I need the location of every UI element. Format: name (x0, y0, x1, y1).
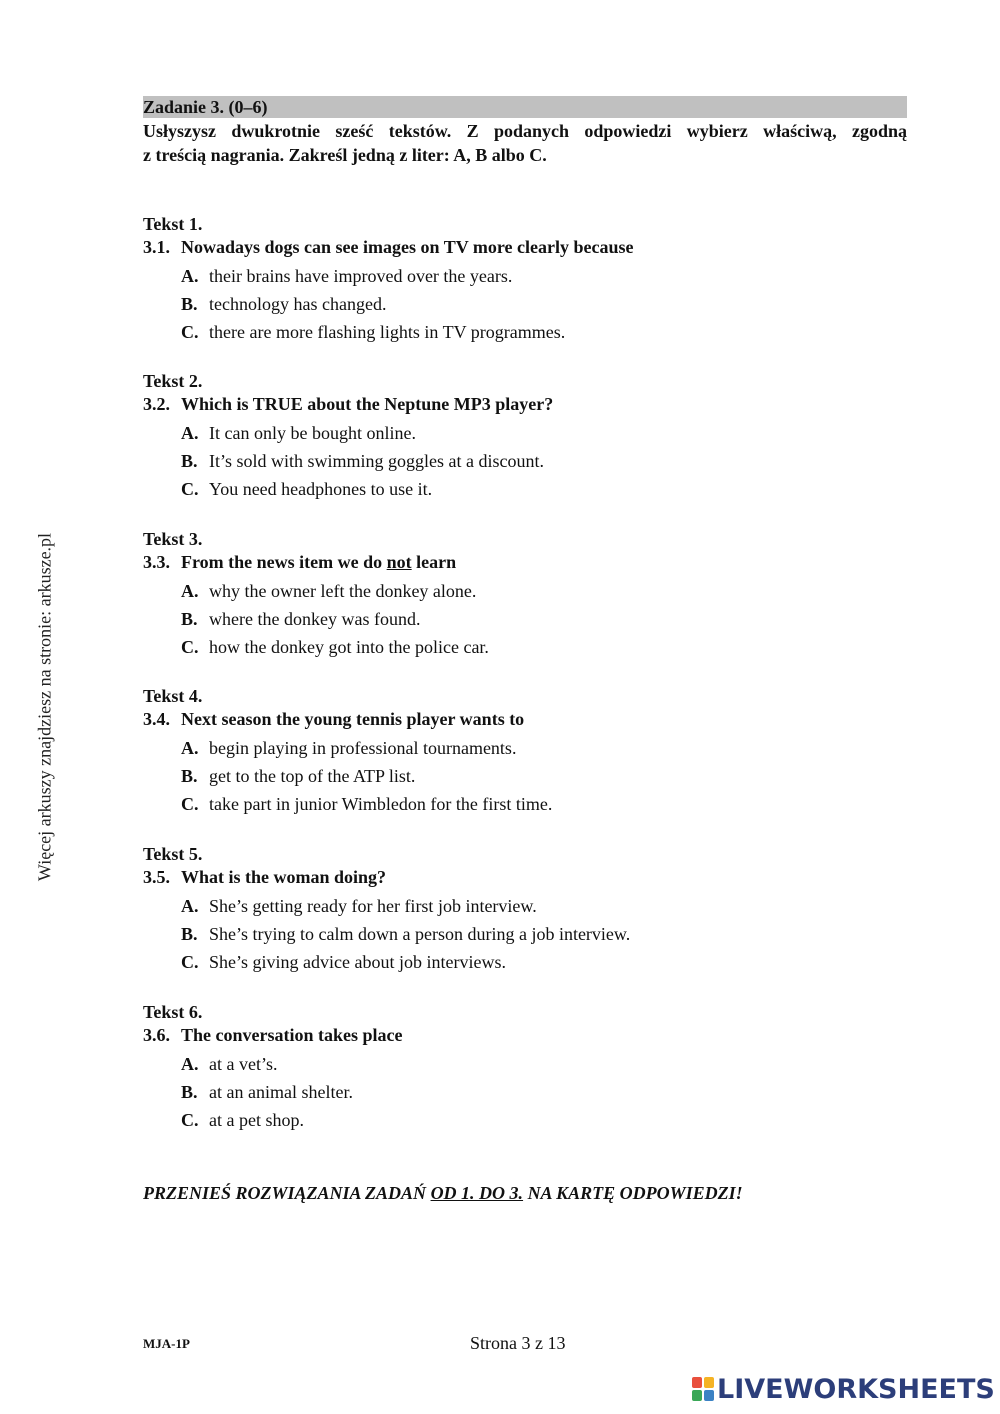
option-c[interactable] (181, 318, 907, 346)
text-section-3 (143, 527, 907, 661)
text-section-4 (143, 684, 907, 818)
answer-options (181, 734, 907, 818)
option-text: their brains have improved over the years. (209, 266, 513, 286)
side-watermark-text: Więcej arkuszy znajdziesz na stronie: arkusze.pl (34, 532, 55, 882)
option-letter: B. (181, 1082, 198, 1102)
question-number: 3.3. (143, 552, 170, 572)
question-text: Which is TRUE about the Neptune MP3 player? (181, 394, 554, 414)
question-3-2 (143, 393, 907, 415)
question-text: Next season the young tennis player wants to (181, 709, 525, 729)
option-b[interactable] (181, 447, 907, 475)
question-text-end: learn (411, 552, 457, 572)
option-text: She’s getting ready for her first job interview. (209, 896, 537, 916)
text-label: Tekst 3. (143, 529, 203, 549)
option-a[interactable] (181, 262, 907, 290)
question-number: 3.2. (143, 394, 170, 414)
option-text: get to the top of the ATP list. (209, 766, 416, 786)
logo-text: LIVEWORKSHEETS (717, 1373, 995, 1405)
option-c[interactable] (181, 948, 907, 976)
exam-code: MJA-1P (143, 1336, 190, 1351)
option-text: It can only be bought online. (209, 423, 416, 443)
text-section-6 (143, 1000, 907, 1134)
transfer-text-end: NA KARTĘ ODPOWIEDZI! (523, 1183, 743, 1203)
option-letter: A. (181, 1054, 199, 1074)
option-b[interactable] (181, 605, 907, 633)
option-text: how the donkey got into the police car. (209, 637, 489, 657)
option-b[interactable] (181, 920, 907, 948)
option-letter: B. (181, 924, 198, 944)
answer-options (181, 892, 907, 976)
option-text: begin playing in professional tournaments. (209, 738, 517, 758)
text-label: Tekst 2. (143, 371, 203, 391)
question-text: What is the woman doing? (181, 867, 387, 887)
question-text: Nowadays dogs can see images on TV more clearly because (181, 237, 634, 257)
page-number: Strona 3 z 13 (470, 1333, 566, 1353)
option-text: take part in junior Wimbledon for the first time. (209, 794, 553, 814)
answer-options (181, 577, 907, 661)
option-text: She’s giving advice about job interviews. (209, 952, 506, 972)
liveworksheets-logo[interactable] (692, 1373, 995, 1405)
option-text: why the owner left the donkey alone. (209, 581, 477, 601)
question-text: The conversation takes place (181, 1025, 403, 1045)
text-section-5 (143, 842, 907, 976)
question-number: 3.6. (143, 1025, 170, 1045)
option-letter: B. (181, 294, 198, 314)
option-text: where the donkey was found. (209, 609, 421, 629)
option-letter: C. (181, 322, 199, 342)
text-label: Tekst 4. (143, 686, 203, 706)
instructions-line-2: z treścią nagrania. Zakreśl jedną z liter: A, B albo C. (143, 145, 547, 165)
option-a[interactable] (181, 734, 907, 762)
option-letter: B. (181, 451, 198, 471)
option-a[interactable] (181, 892, 907, 920)
option-text: technology has changed. (209, 294, 387, 314)
option-c[interactable] (181, 790, 907, 818)
instructions-line-1: Usłyszysz dwukrotnie sześć tekstów. Z podanych odpowiedzi wybierz właściwą, zgodną (143, 121, 907, 141)
question-number: 3.5. (143, 867, 170, 887)
question-number: 3.1. (143, 237, 170, 257)
text-label: Tekst 5. (143, 844, 203, 864)
transfer-text-start: PRZENIEŚ ROZWIĄZANIA ZADAŃ (143, 1183, 431, 1203)
option-c[interactable] (181, 475, 907, 503)
question-3-5 (143, 866, 907, 888)
text-label: Tekst 1. (143, 214, 203, 234)
option-b[interactable] (181, 762, 907, 790)
task-header: Zadanie 3. (0–6) (143, 96, 907, 118)
question-text-start: From the news item we do (181, 552, 387, 572)
logo-square-yellow (704, 1377, 714, 1388)
text-section-2 (143, 369, 907, 503)
option-c[interactable] (181, 633, 907, 661)
question-number: 3.4. (143, 709, 170, 729)
question-3-3 (143, 551, 907, 573)
option-letter: C. (181, 637, 199, 657)
option-letter: A. (181, 423, 199, 443)
option-letter: A. (181, 581, 199, 601)
answer-options (181, 1050, 907, 1134)
option-letter: C. (181, 952, 199, 972)
text-label: Tekst 6. (143, 1002, 203, 1022)
option-text: at a vet’s. (209, 1054, 278, 1074)
option-letter: A. (181, 896, 199, 916)
text-section-1 (143, 212, 907, 346)
option-a[interactable] (181, 419, 907, 447)
transfer-underlined: OD 1. DO 3. (430, 1183, 524, 1203)
option-a[interactable] (181, 577, 907, 605)
option-letter: B. (181, 609, 198, 629)
option-c[interactable] (181, 1106, 907, 1134)
question-underlined-word: not (386, 552, 412, 572)
logo-square-blue (704, 1390, 714, 1401)
logo-grid-icon (692, 1377, 714, 1401)
question-3-4 (143, 708, 907, 730)
logo-square-green (692, 1390, 702, 1401)
option-text: She’s trying to calm down a person during a job interview. (209, 924, 631, 944)
option-a[interactable] (181, 1050, 907, 1078)
answer-options (181, 262, 907, 346)
answer-options (181, 419, 907, 503)
option-letter: C. (181, 1110, 199, 1130)
question-3-6 (143, 1024, 907, 1046)
option-text: there are more flashing lights in TV programmes. (209, 322, 566, 342)
question-3-1 (143, 236, 907, 258)
transfer-instruction (143, 1181, 943, 1205)
option-letter: B. (181, 766, 198, 786)
option-text: at a pet shop. (209, 1110, 304, 1130)
logo-square-red (692, 1377, 702, 1388)
option-letter: C. (181, 794, 199, 814)
option-b[interactable] (181, 290, 907, 318)
option-text: at an animal shelter. (209, 1082, 353, 1102)
option-text: It’s sold with swimming goggles at a discount. (209, 451, 544, 471)
option-letter: A. (181, 266, 199, 286)
option-text: You need headphones to use it. (209, 479, 433, 499)
task-instructions (143, 119, 907, 167)
option-letter: A. (181, 738, 199, 758)
option-letter: C. (181, 479, 199, 499)
option-b[interactable] (181, 1078, 907, 1106)
